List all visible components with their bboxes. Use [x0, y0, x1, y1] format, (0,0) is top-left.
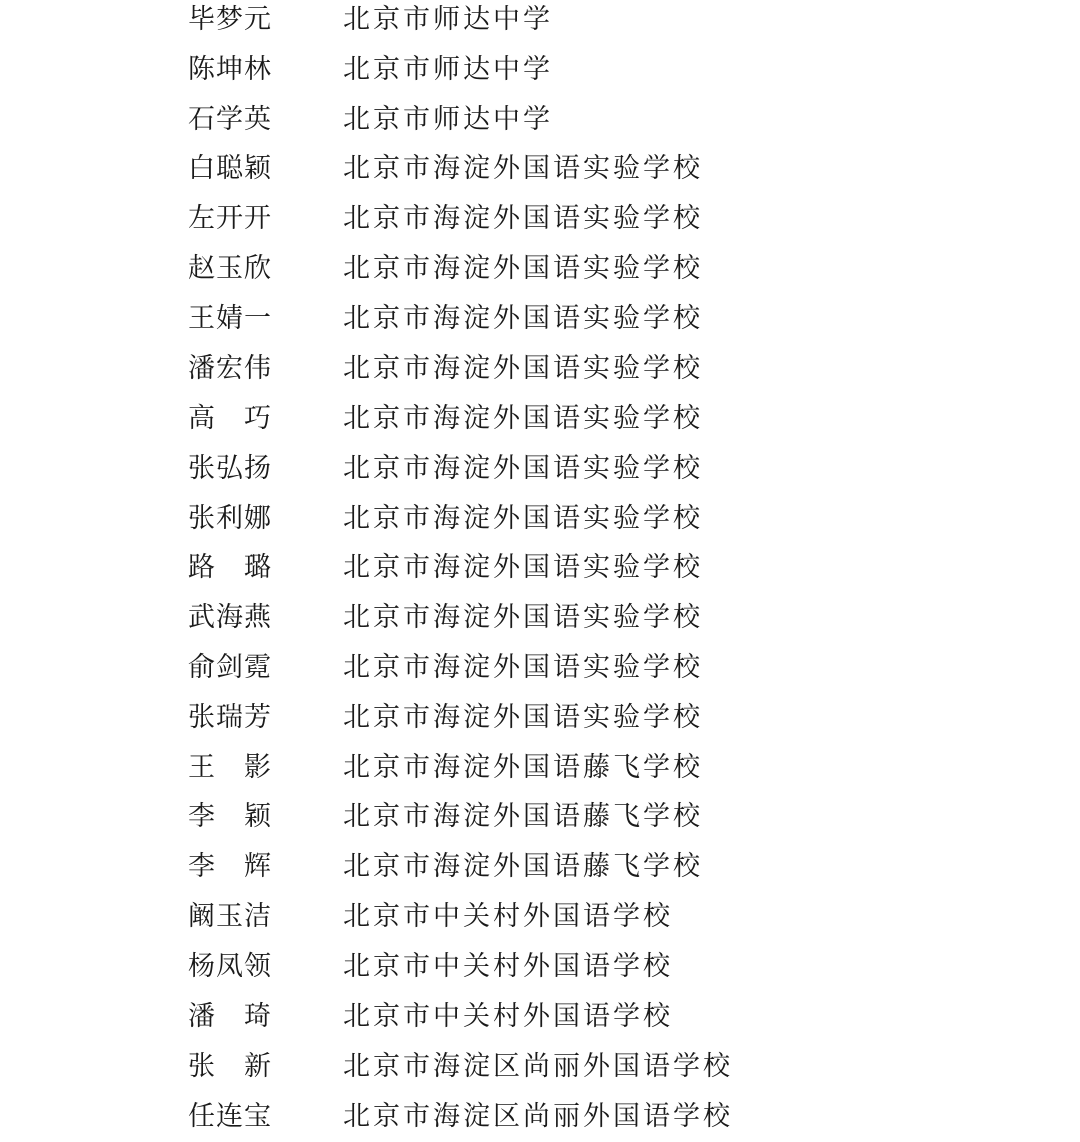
school-name: 北京市海淀外国语实验学校	[343, 702, 703, 733]
school-name: 北京市师达中学	[343, 104, 553, 135]
school-name: 北京市海淀外国语实验学校	[343, 253, 703, 284]
person-name: 白聪颖	[188, 153, 272, 184]
person-name: 陈坤林	[188, 54, 272, 85]
person-name: 张 新	[188, 1051, 272, 1082]
person-name: 武海燕	[188, 602, 272, 633]
person-name: 左开开	[188, 203, 272, 234]
school-name: 北京市师达中学	[343, 54, 553, 85]
school-name: 北京市海淀外国语藤飞学校	[343, 801, 703, 832]
person-name: 张瑞芳	[188, 702, 272, 733]
person-name: 张利娜	[188, 503, 272, 534]
school-name: 北京市海淀外国语实验学校	[343, 203, 703, 234]
list-item	[0, 992, 1080, 1042]
list-item	[0, 842, 1080, 892]
list-item	[0, 194, 1080, 244]
person-name: 俞剑霓	[188, 652, 272, 683]
list-item	[0, 0, 1080, 45]
school-name: 北京市中关村外国语学校	[343, 901, 673, 932]
list-item	[0, 543, 1080, 593]
school-name: 北京市海淀外国语实验学校	[343, 552, 703, 583]
list-item	[0, 45, 1080, 95]
school-name: 北京市海淀外国语藤飞学校	[343, 752, 703, 783]
list-item	[0, 144, 1080, 194]
list-item	[0, 244, 1080, 294]
school-name: 北京市海淀外国语实验学校	[343, 602, 703, 633]
person-name: 赵玉欣	[188, 253, 272, 284]
list-item	[0, 743, 1080, 793]
person-name: 李 辉	[188, 851, 272, 882]
school-name: 北京市海淀外国语实验学校	[343, 453, 703, 484]
school-name: 北京市海淀外国语实验学校	[343, 403, 703, 434]
list-item	[0, 693, 1080, 743]
school-name: 北京市海淀外国语藤飞学校	[343, 851, 703, 882]
person-name: 路 璐	[188, 552, 272, 583]
school-name: 北京市海淀区尚丽外国语学校	[343, 1101, 733, 1132]
school-name: 北京市海淀外国语实验学校	[343, 652, 703, 683]
person-name: 李 颖	[188, 801, 272, 832]
list-item	[0, 792, 1080, 842]
person-name: 毕梦元	[188, 4, 272, 35]
person-name: 任连宝	[188, 1101, 272, 1132]
list-item	[0, 294, 1080, 344]
person-name: 王 影	[188, 752, 272, 783]
list-item	[0, 494, 1080, 544]
school-name: 北京市海淀外国语实验学校	[343, 303, 703, 334]
person-name: 石学英	[188, 104, 272, 135]
list-item	[0, 444, 1080, 494]
school-name: 北京市海淀外国语实验学校	[343, 153, 703, 184]
person-name: 王婧一	[188, 303, 272, 334]
school-name: 北京市海淀外国语实验学校	[343, 353, 703, 384]
list-item	[0, 643, 1080, 693]
person-name: 高 巧	[188, 403, 272, 434]
person-name: 张弘扬	[188, 453, 272, 484]
school-name: 北京市中关村外国语学校	[343, 951, 673, 982]
person-name: 潘宏伟	[188, 353, 272, 384]
list-item	[0, 344, 1080, 394]
list-item	[0, 593, 1080, 643]
list-item	[0, 394, 1080, 444]
school-name: 北京市海淀外国语实验学校	[343, 503, 703, 534]
person-name: 杨凤领	[188, 951, 272, 982]
list-item	[0, 942, 1080, 992]
school-name: 北京市中关村外国语学校	[343, 1001, 673, 1032]
list-item	[0, 1042, 1080, 1092]
list-item	[0, 892, 1080, 942]
list-item	[0, 95, 1080, 145]
school-name: 北京市师达中学	[343, 4, 553, 35]
person-name: 阚玉洁	[188, 901, 272, 932]
person-name: 潘 琦	[188, 1001, 272, 1032]
school-name: 北京市海淀区尚丽外国语学校	[343, 1051, 733, 1082]
